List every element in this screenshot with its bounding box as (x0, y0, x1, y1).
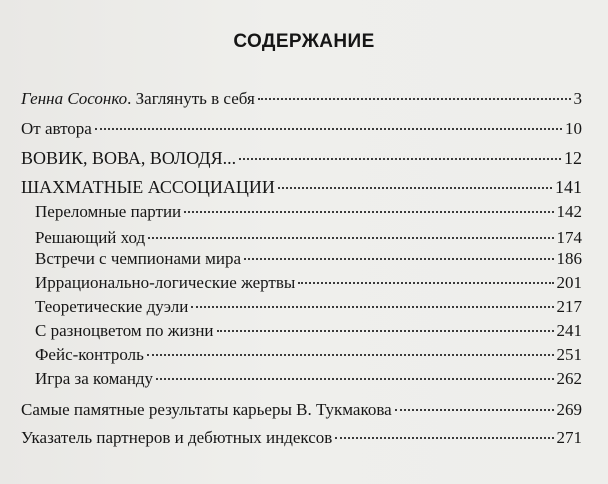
toc-entry-title: Указатель партнеров и дебютных индексов (21, 428, 333, 447)
toc-entry-title: Иррационально-логические жертвы (35, 273, 296, 292)
toc-page-number: 271 (556, 428, 582, 447)
toc-entry-title: Решающий ход (35, 228, 146, 247)
toc-page-number: 174 (556, 228, 582, 247)
leader-dots (258, 98, 571, 100)
toc-entry-author: Генна Сосонко (21, 89, 128, 108)
toc-entry-foreword (21, 89, 582, 109)
leader-dots (278, 187, 552, 189)
toc-subentry (35, 345, 582, 365)
toc-page-number: 141 (555, 177, 582, 197)
toc-page-number: 251 (556, 345, 582, 364)
leader-dots (239, 158, 561, 160)
toc-entry-title: Фейс-контроль (35, 345, 144, 364)
toc-entry-title: ВОВИК, ВОВА, ВОЛОДЯ... (21, 148, 237, 168)
toc-entry-title: Теоретические дуэли (35, 297, 189, 316)
toc-subentry (35, 369, 582, 389)
toc-entry-title: ШАХМАТНЫЕ АССОЦИАЦИИ (21, 177, 275, 197)
toc-subentry (35, 249, 582, 269)
toc-page-number: 262 (556, 369, 582, 388)
toc-entry-title: Встречи с чемпионами мира (35, 249, 242, 268)
toc-entry-career-results (21, 400, 582, 420)
leader-dots (298, 282, 553, 284)
leader-dots (217, 330, 554, 332)
toc-entry-title: Самые памятные результаты карьеры В. Тукмакова (21, 400, 392, 419)
toc-page-number: 201 (556, 273, 582, 292)
toc-page-number: 3 (573, 89, 582, 108)
leader-dots (156, 378, 553, 380)
toc-page-number: 10 (565, 119, 582, 138)
toc-entry-title: Игра за команду (35, 369, 154, 388)
leader-dots (335, 437, 553, 439)
toc-entry-from-author (21, 119, 582, 139)
toc-entry-title: С разноцветом по жизни (35, 321, 214, 340)
leader-dots (184, 211, 553, 213)
toc-subentry (35, 228, 582, 248)
toc-subentry (35, 321, 582, 341)
page-title: СОДЕРЖАНИЕ (233, 31, 375, 52)
toc-entry-vovik (21, 148, 582, 169)
toc-entry-title: Генна Сосонко. Заглянуть в себя (21, 89, 255, 108)
toc-page-number: 269 (556, 400, 582, 419)
toc-page-number: 186 (556, 249, 582, 268)
toc-page-number: 241 (556, 321, 582, 340)
toc-page-number: 142 (556, 202, 582, 221)
leader-dots (395, 409, 554, 411)
toc-page-number: 217 (556, 297, 582, 316)
leader-dots (191, 306, 553, 308)
toc-page-number: 12 (564, 148, 582, 168)
toc-entry-title: Переломные партии (35, 202, 182, 221)
leader-dots (148, 237, 553, 239)
toc-subentry (35, 273, 582, 293)
leader-dots (244, 258, 553, 260)
leader-dots (95, 128, 562, 130)
toc-entry-title: От автора (21, 119, 92, 138)
leader-dots (147, 354, 554, 356)
toc-entry-index (21, 428, 582, 448)
toc-entry-chess-associations (21, 177, 582, 198)
toc-subentry (35, 297, 582, 317)
toc-subentry (35, 202, 582, 222)
